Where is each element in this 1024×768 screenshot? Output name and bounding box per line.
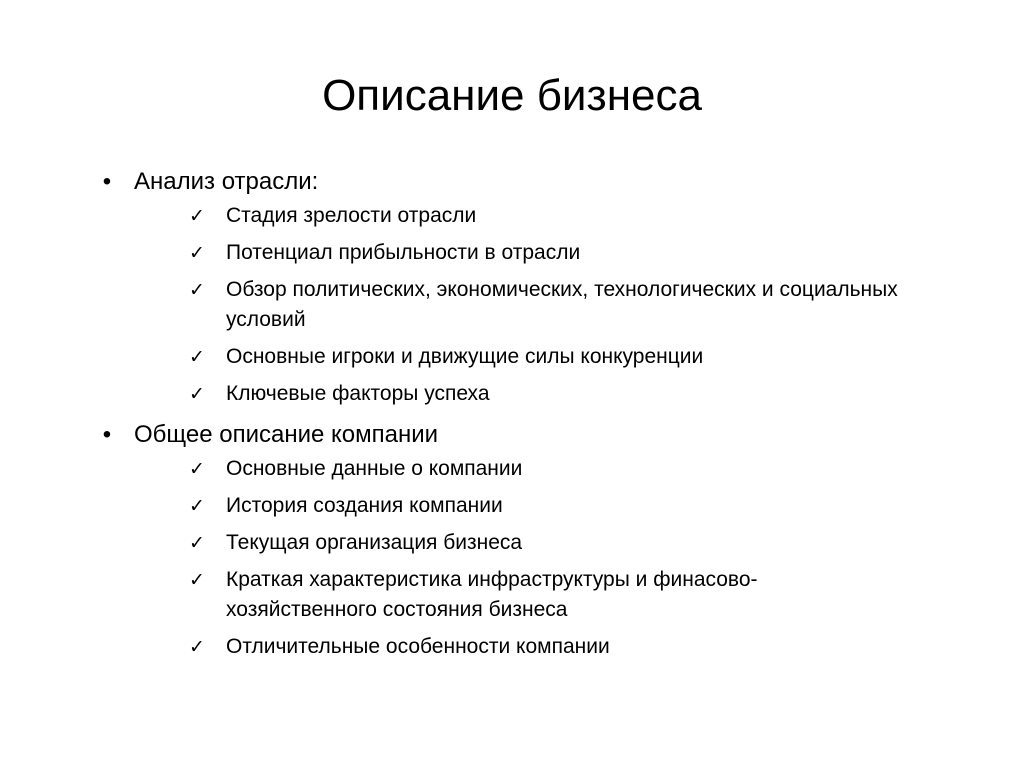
check-icon: ✓ [189,532,205,554]
slide-content [0,166,1024,669]
list-item [189,238,906,268]
section-company-overview [102,419,894,451]
industry-analysis-list [0,201,1024,409]
list-item-text: Основные данные о компании [226,457,523,480]
slide-title: Описание бизнеса [322,71,702,120]
list-item [189,201,906,231]
check-icon: ✓ [189,346,205,368]
list-item-text: Обзор политических, экономических, технологических и социальных условий [226,278,898,331]
check-icon: ✓ [189,205,205,227]
section-heading: Анализ отрасли: [134,168,319,195]
bullet-icon: • [102,168,112,195]
list-item [189,379,906,409]
list-item-text: Ключевые факторы успеха [226,382,490,405]
section-industry-analysis [102,166,894,198]
list-item-text: Стадия зрелости отрасли [226,204,477,227]
check-icon: ✓ [189,383,205,405]
check-icon: ✓ [189,242,205,264]
list-item-text: История создания компании [226,494,503,517]
bullet-icon: • [102,421,112,448]
list-item [189,528,906,558]
check-icon: ✓ [189,458,205,480]
check-icon: ✓ [189,569,205,591]
check-icon: ✓ [189,636,205,658]
list-item-text: Краткая характеристика инфраструктуры и финасово-хозяйственного состояния бизнеса [226,568,758,621]
list-item [189,491,906,521]
check-icon: ✓ [189,495,205,517]
list-item [189,275,906,335]
list-item [189,342,906,372]
list-item [189,565,906,625]
list-item-text: Потенциал прибыльности в отрасли [226,241,581,264]
list-item-text: Основные игроки и движущие силы конкуренции [226,345,704,368]
list-item-text: Текущая организация бизнеса [226,531,523,554]
section-heading: Общее описание компании [134,421,439,448]
list-item [189,632,906,662]
company-overview-list [0,454,1024,662]
check-icon: ✓ [189,279,205,301]
list-item-text: Отличительные особенности компании [226,635,610,658]
list-item [189,454,906,484]
